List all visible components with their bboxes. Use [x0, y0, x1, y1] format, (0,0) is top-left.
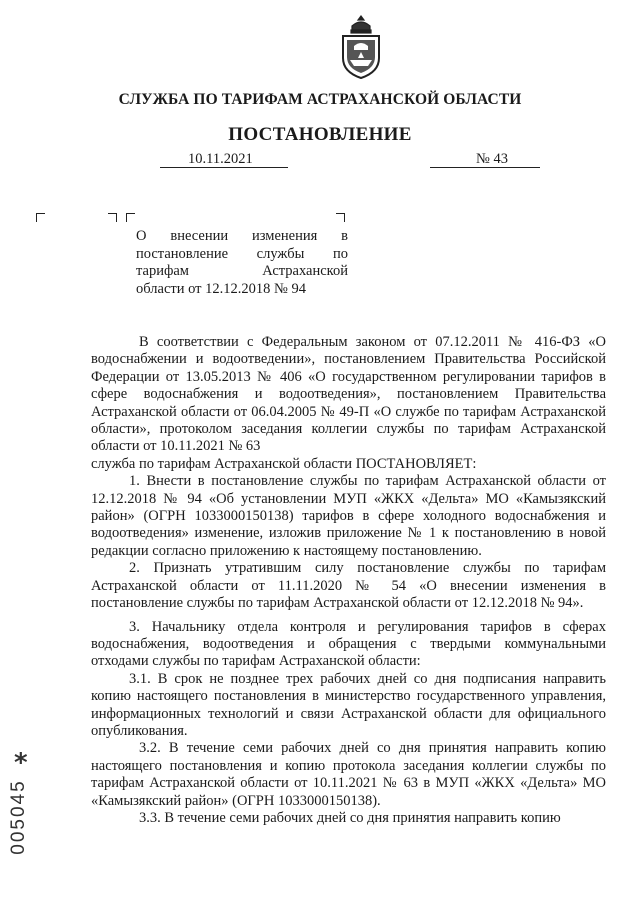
subject-line: О внесении изменения в: [136, 228, 348, 244]
item-1-paragraph: 1. Внести в постановление службы по тарифам Астраханской области от 12.12.2018 № 94 «Об установлении МУП «ЖКХ «Дельта» МО «Камызякский район» (ОГРН 1033000150138) тарифов в сфере холодного водоснабжения и водоотведения» изменение, изложив приложение № 1 к постановлению в новой редакции согласно приложению к настоящему постановлению.: [91, 473, 606, 559]
item-3-2-paragraph: 3.2. В течение семи рабочих дней со дня принятия направить копию настоящего постановления и копию протокола заседания коллегии службы по тарифам Астраханской области от 10.11.2021 № 63 в МУП «ЖКХ «Дельта» МО «Камызякский район» (ОГРН 1033000150138).: [91, 740, 606, 809]
subject-line: тарифам Астраханской: [136, 263, 348, 279]
number-underline: [430, 167, 540, 168]
subject-line: области от 12.12.2018 № 94: [136, 280, 306, 297]
coat-of-arms-icon: [338, 14, 384, 82]
date-underline: [160, 167, 288, 168]
item-3-1-paragraph: 3.1. В срок не позднее трех рабочих дней со дня подписания направить копию настоящего постановления в министерство государственного управления, информационных технологий и связи Астраханской области для официального опубликования.: [91, 670, 606, 739]
registry-stamp: [4, 772, 42, 882]
document-body: [91, 334, 606, 827]
item-2-paragraph: 2. Признать утратившим силу постановление службы по тарифам Астраханской области от 11.11.2020 № 54 «О внесении изменения в постановление службы по тарифам Астраханской области от 12.12.2018 № 94».: [91, 560, 606, 612]
corner-mark: [36, 213, 45, 222]
subject-line: постановление службы по: [136, 245, 348, 262]
corner-mark: [108, 213, 117, 222]
preamble-paragraph: В соответствии с Федеральным законом от 07.12.2011 № 416-ФЗ «О водоснабжении и водоотведении», постановлением Правительства Российской Федерации от 13.05.2013 № 406 «О государственном регулировании тарифов в сфере водоснабжения и водоотведения», постановлением Правительства Астраханской области от 06.04.2005 № 49-П «О службе по тарифам Астраханской области», протоколом заседания коллегии службы по тарифам Астраханской области от 10.11.2021 № 63: [91, 334, 606, 455]
document-subject: [136, 228, 348, 298]
document-date: 10.11.2021: [188, 151, 253, 167]
corner-mark: [336, 213, 345, 222]
item-3-paragraph: 3. Начальнику отдела контроля и регулирования тарифов в сферах водоснабжения, водоотведения и обращения с твердыми коммунальными отходами службы по тарифам Астраханской области:: [91, 618, 606, 670]
decree-paragraph: служба по тарифам Астраханской области ПОСТАНОВЛЯЕТ:: [91, 455, 477, 472]
document-type: ПОСТАНОВЛЕНИЕ: [228, 124, 412, 145]
corner-mark: [126, 213, 135, 222]
item-3-3-paragraph: 3.3. В течение семи рабочих дней со дня принятия направить копию: [139, 809, 561, 826]
organization-name: СЛУЖБА ПО ТАРИФАМ АСТРАХАНСКОЙ ОБЛАСТИ: [118, 91, 522, 108]
margin-star: *: [14, 748, 28, 778]
registry-number: 005045: [8, 779, 29, 855]
document-number: № 43: [476, 151, 508, 167]
